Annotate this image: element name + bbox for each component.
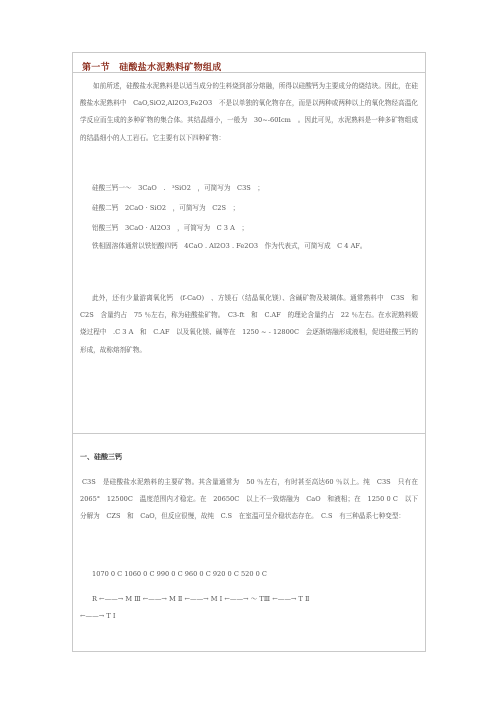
- transition-temperatures: 1070 0 C 1060 0 C 990 0 C 960 0 C 920 0 C 520 0 C: [92, 570, 267, 578]
- section-heading: 第一节 硅酸盐水泥熟料矿物组成: [82, 63, 222, 73]
- polymorph-transitions-end: ←——→ T Ⅰ: [80, 612, 116, 620]
- section-divider: [72, 433, 426, 434]
- paragraph-c3s: C3S 是硅酸盐水泥熟料的主要矿物。其含量通常为 50 ％左右，有时甚至高达60 ％以上。纯 C3S 只有在 2065° 12500C 温度范围内才稳定。在 20650C 以上不一致熔融为 CaO 和液相；在 1250 0 C 以下分解为 CZS 和 CaO，但反应很慢，故纯 C.S 在室温可呈介稳状态存在。 C.S 有三种晶系七种变型：: [80, 478, 425, 521]
- intro-paragraph: 如前所述，硅酸盐水泥熟料是以适当成分的生料烧到部分熔融，所得以硅酸钙为主要成分的烧结块。因此，在硅酸盐水泥熟料中 CaO,SiO2,Al2O3,Fe2O3 不是以单独的氧化物存在，而是以两种或两种以上的氧化物经高温化学反应而生成的多种矿物的集合体。其结晶细小，一般为 30~-60Icm 。因此可见，水泥熟料是一种多矿物组成的结晶细小的人工岩石。它主要有以下四种矿物：: [80, 82, 418, 142]
- paragraph-flux-minerals: 此外，还有少量游离氧化钙 (f-CaO) 、方镁石（结晶氧化镁）、含碱矿物及玻璃体。通常熟料中 C3S 和 C2S 含量约占 75 ％左右，称为硅酸盐矿物。 C3-ft 和 C.AF 的理论含量约占 22 ％左右。在水泥熟料煅烧过程中 .C 3 A 和 C.AF 以及氧化镁、碱等在 1250 ~ - 12800C 会逐渐熔融形成液相，促进硅酸三钙的形成，故称熔剂矿物。: [80, 294, 425, 354]
- mineral-c3s: 硅酸三钙一～ 3CaO . ³SiO2 ，可简写为 C3S ；: [92, 184, 264, 192]
- mineral-c2s: 硅酸二钙 2CaO · SiO2 ，可简写为 C2S ；: [92, 204, 240, 212]
- mineral-c3a: 铝酸三钙 3CaO · Al2O3 ，可简写为 C 3 A ；: [92, 224, 249, 232]
- polymorph-transitions: R ←——→ M Ⅲ ←——→ M Ⅱ ←——→ M Ⅰ ←——→ ～ TⅢ ←——→ T Ⅱ: [92, 595, 310, 603]
- mineral-c4af: 铁相固溶体通常以铁铝酸四钙 4CaO . Al2O3 . Fe2O3 作为代表式，可简写成 C 4 AF。: [92, 242, 367, 250]
- subsection-heading: 一、硅酸三钙: [80, 453, 122, 461]
